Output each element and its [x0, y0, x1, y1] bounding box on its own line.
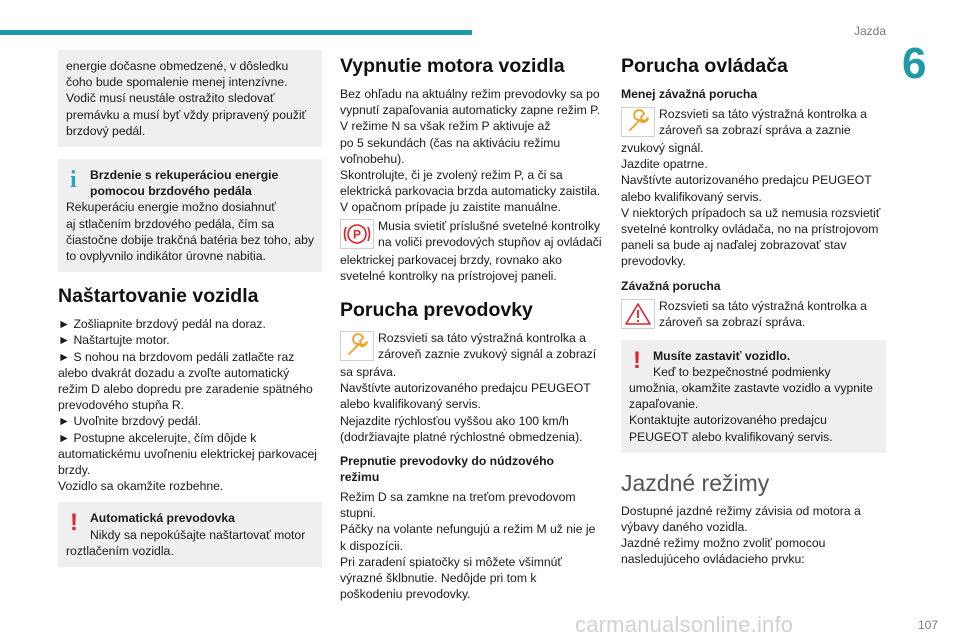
- warning-box-head: [66, 510, 314, 542]
- heading-selector-fault: Porucha ovládača: [621, 55, 788, 77]
- text-line: alebo dvakrát dozadu a zvoľte automatický: [58, 365, 290, 380]
- warning-icon: !: [633, 346, 641, 374]
- text-line: po 5 sekundách (čas na aktiváciu režimu: [340, 135, 561, 150]
- chapter-number: 6: [902, 39, 927, 88]
- text-line: brzdový pedál.: [66, 123, 146, 138]
- text-line: svetelné kontrolky ovládača, no na prístrojovom: [621, 222, 879, 237]
- text-line: Pri zaradení spiatočky si môžete všimnúť: [340, 554, 562, 569]
- header-accent-bar: [0, 30, 472, 35]
- heading-driving-modes: Jazdné režimy: [621, 469, 770, 496]
- text-line: zapaľovanie.: [629, 397, 699, 412]
- wrench-warning-icon: [621, 107, 655, 137]
- info-box-title: pomocou brzdového pedála: [90, 184, 252, 199]
- text-line: alebo kvalifikovaný servis.: [621, 189, 762, 204]
- minor-fault-note: [621, 106, 886, 140]
- text-line: vypnutí zapaľovania automaticky zapne režim P.: [340, 103, 601, 118]
- text-line: zvukový signál.: [621, 141, 704, 155]
- text-line: čoho bude spomalenie menej intenzívne.: [66, 75, 288, 90]
- text-line: premávku a musí byť vždy pripravený použiť: [66, 107, 307, 122]
- warning-icon: !: [70, 509, 78, 537]
- text-line: Rozsvieti sa táto výstražná kontrolka a: [659, 298, 867, 313]
- text-line: Navštívte autorizovaného predajcu PEUGEOT: [340, 381, 591, 396]
- text-line: k dispozícii.: [340, 538, 403, 553]
- info-box-head: [66, 167, 314, 199]
- text-line: (dodržiavajte platné rýchlostné obmedzenia).: [340, 429, 583, 444]
- heading-engine-off: Vypnutie motora vozidla: [340, 55, 565, 77]
- text-line: ► Zošliapnite brzdový pedál na doraz.: [58, 317, 266, 332]
- text-line: V režime N sa však režim P aktivuje až: [340, 119, 551, 134]
- text-line: Bez ohľadu na aktuálny režim prevodovky sa po: [340, 87, 600, 101]
- text-line: nasledujúceho ovládacieho prvku:: [621, 552, 805, 567]
- warning-box-automatic-gearbox: [58, 502, 322, 567]
- text-line: Rozsvieti sa táto výstražná kontrolka a: [659, 107, 867, 121]
- wrench-warning-icon: [340, 331, 374, 361]
- column-3: [621, 50, 886, 568]
- text-line: ► Naštartujte motor.: [58, 333, 170, 348]
- info-box-title: Brzdenie s rekuperáciou energie: [90, 168, 279, 183]
- heading-line: Prepnutie prevodovky do núdzového: [340, 454, 554, 469]
- text-line: poškodeniu prevodovky.: [340, 587, 471, 602]
- text-line: Nikdy sa nepokúšajte naštartovať motor: [90, 527, 306, 542]
- text-line: elektrickej parkovacej brzdy, rovnako ako: [340, 252, 562, 267]
- parking-lamp-note: [340, 218, 602, 252]
- text-line: roztlačením vozidla.: [66, 543, 174, 558]
- intro-box: [58, 50, 322, 147]
- text-line: Navštívte autorizovaného predajcu PEUGEOT: [621, 173, 872, 188]
- heading-start-vehicle: Naštartovanie vozidla: [58, 285, 259, 308]
- heading-emergency-mode: [340, 453, 602, 485]
- page-number: 107: [917, 618, 938, 632]
- text-line: alebo kvalifikovaný servis.: [340, 397, 481, 412]
- text-line: brzdy.: [58, 463, 91, 478]
- text-line: V opačnom prípade ju zaistite manuálne.: [340, 200, 561, 215]
- info-box-regen-braking: [58, 159, 322, 272]
- section-label: Jazda: [853, 24, 886, 38]
- text-line: aj stlačením brzdového pedála, čím sa: [66, 216, 274, 231]
- info-icon: i: [70, 167, 77, 194]
- text-line: sa správa.: [340, 365, 397, 380]
- parking-brake-lamp-icon: [340, 219, 374, 249]
- text-line: na voliči prevodových stupňov aj ovládači: [378, 234, 602, 249]
- major-fault-note: [621, 298, 886, 332]
- text-line: Keď to bezpečnostné podmienky: [653, 364, 831, 379]
- text-line: Musia svietiť príslušné svetelné kontrolky: [378, 218, 601, 233]
- text-line: svetelné kontrolky na prístrojovej paneli.: [340, 268, 557, 283]
- heading-line: režimu: [340, 470, 380, 485]
- text-line: výbavy daného vozidla.: [621, 520, 748, 535]
- warning-triangle-icon: [621, 299, 655, 329]
- text-line: zároveň sa zobrazí správa a zaznie: [659, 123, 851, 138]
- text-line: výrazné šklbnutie. Nedôjde pri tom k: [340, 571, 537, 586]
- text-line: ► S nohou na brzdovom pedáli zatlačte raz: [58, 349, 295, 364]
- text-line: Jazdné režimy možno zvoliť pomocou: [621, 536, 826, 551]
- text-line: režim D alebo dopredu pre zaradenie spätného: [58, 382, 313, 397]
- text-line: stupni.: [340, 506, 376, 521]
- warning-box-title: Musíte zastaviť vozidlo.: [653, 348, 791, 363]
- text-line: zároveň sa zobrazí správa.: [659, 314, 806, 329]
- warning-box-stop-vehicle: [621, 340, 886, 453]
- gearbox-fault-note: [340, 330, 602, 364]
- text-line: PEUGEOT alebo kvalifikovaný servis.: [629, 429, 833, 444]
- text-line: automatickému uvoľneniu elektrickej parkovacej: [58, 446, 317, 461]
- text-line: Skontrolujte, či je zvolený režim P, a či sa: [340, 168, 563, 183]
- column-2: [340, 50, 602, 602]
- heading-gearbox-fault: Porucha prevodovky: [340, 299, 533, 322]
- heading-minor-fault: Menej závažná porucha: [621, 87, 758, 101]
- text-line: to ovplyvnilo indikátor úrovne nabitia.: [66, 249, 266, 264]
- column-1: [58, 50, 322, 579]
- text-line: prevodovky.: [621, 254, 686, 269]
- warning-box-title: Automatická prevodovka: [90, 511, 235, 526]
- text-line: paneli sa bude aj naďalej zobrazovať stav: [621, 238, 847, 253]
- text-line: čiastočne dobije trakčná batéria bez toho, aby: [66, 232, 314, 247]
- text-line: Vodič musí neustále ostražito sledovať: [66, 91, 275, 106]
- text-line: umožnia, okamžite zastavte vozidlo a vypnite: [629, 381, 873, 396]
- heading-major-fault: Závažná porucha: [621, 278, 721, 293]
- text-line: Rekuperáciu energie možno dosiahnuť: [66, 200, 276, 215]
- text-line: Nejazdite rýchlosťou vyššou ako 100 km/h: [340, 413, 569, 428]
- text-line: elektrická parkovacia brzda automaticky zaistila.: [340, 184, 601, 199]
- warning-box-head: [629, 348, 878, 380]
- text-line: Kontaktujte autorizovaného predajcu: [629, 413, 827, 428]
- watermark: carmanualsonline.info: [575, 612, 794, 637]
- text-line: prevodového stupňa R.: [58, 398, 185, 413]
- text-line: Páčky na volante nefungujú a režim M už nie je: [340, 522, 596, 537]
- text-line: Jazdite opatrne.: [621, 157, 708, 172]
- text-line: ► Postupne akcelerujte, čím dôjde k: [58, 430, 257, 445]
- text-line: V niektorých prípadoch sa už nemusia rozsvietiť: [621, 205, 881, 220]
- text-line: ► Uvoľnite brzdový pedál.: [58, 414, 201, 429]
- text-line: Rozsvieti sa táto výstražná kontrolka a: [378, 331, 586, 346]
- text-line: Dostupné jazdné režimy závisia od motora a: [621, 503, 861, 518]
- text-line: zároveň zaznie zvukový signál a zobrazí: [378, 347, 597, 362]
- parking-lamp-letter: P: [352, 227, 362, 242]
- text-line: energie dočasne obmedzené, v dôsledku: [66, 59, 289, 73]
- text-line: voľnobehu).: [340, 151, 405, 166]
- text-line: Vozidlo sa okamžite rozbehne.: [58, 479, 224, 494]
- text-line: Režim D sa zamkne na treťom prevodovom: [340, 490, 576, 505]
